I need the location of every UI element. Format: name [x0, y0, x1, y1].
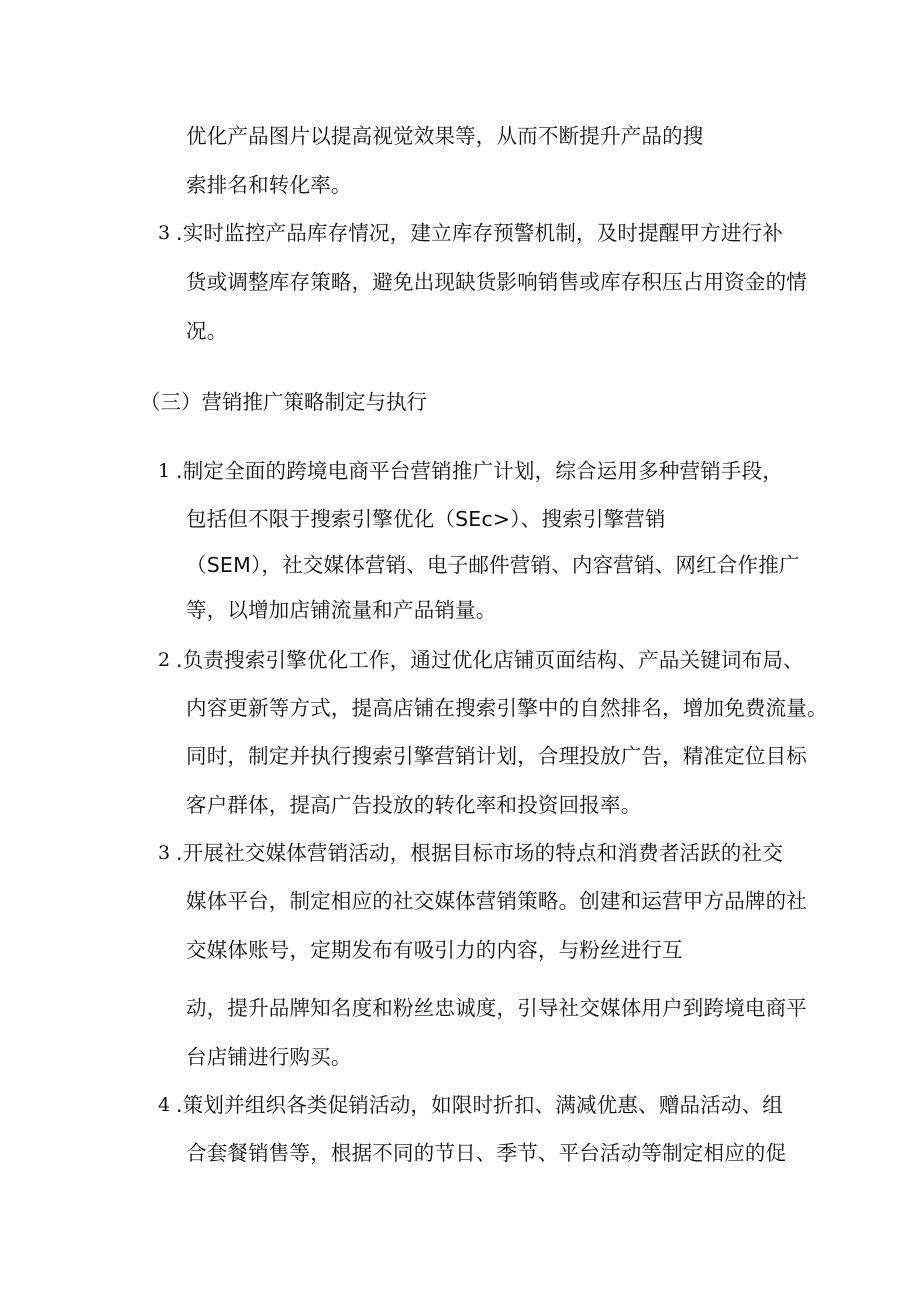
- paragraph-line: 合套餐销售等，根据不同的节日、季节、平台活动等制定相应的促: [186, 1141, 787, 1165]
- paragraph-line: 内容更新等方式，提高店铺在搜索引擎中的自然排名，增加免费流量。: [186, 696, 828, 720]
- list-number: 3: [158, 842, 171, 864]
- paragraph-line: 客户群体，提高广告投放的转化率和投资回报率。: [186, 793, 642, 817]
- list-number: 2: [158, 649, 171, 671]
- paragraph-line: 优化产品图片以提高视觉效果等，从而不断提升产品的搜: [186, 124, 704, 148]
- paragraph-line: 交媒体账号，定期发布有吸引力的内容，与粉丝进行互: [186, 938, 683, 962]
- paragraph-line: .负责搜索引擎优化工作，通过优化店铺页面结构、产品关键词布局、: [176, 648, 804, 672]
- paragraph-line: 同时，制定并执行搜索引擎营销计划，合理投放广告，精准定位目标: [186, 744, 807, 768]
- paragraph-line: （SEM），社交媒体营销、电子邮件营销、内容营销、网红合作推广: [186, 553, 800, 577]
- paragraph-line: 动，提升品牌知名度和粉丝忠诚度，引导社交媒体用户到跨境电商平: [186, 996, 807, 1020]
- paragraph-line: 货或调整库存策略，避免出现缺货影响销售或库存积压占用资金的情: [186, 270, 807, 294]
- paragraph-line: 包括但不限于搜索引擎优化（SEc>）、搜索引擎营销: [186, 507, 666, 531]
- paragraph-line: .制定全面的跨境电商平台营销推广计划，综合运用多种营销手段，: [176, 459, 784, 483]
- paragraph-line: 况。: [186, 319, 228, 343]
- paragraph-line: 索排名和转化率。: [186, 173, 352, 197]
- paragraph-line: 等，以增加店铺流量和产品销量。: [186, 598, 497, 622]
- section-heading: （三）营销推广策略制定与执行: [140, 390, 427, 414]
- list-number: 1: [158, 460, 171, 482]
- list-number: 4: [158, 1094, 171, 1116]
- paragraph-line: .策划并组织各类促销活动，如限时折扣、满减优惠、赠品活动、组: [176, 1093, 784, 1117]
- paragraph-line: 台店铺进行购买。: [186, 1045, 352, 1069]
- paragraph-line: 媒体平台，制定相应的社交媒体营销策略。创建和运营甲方品牌的社: [186, 889, 807, 913]
- paragraph-line: .开展社交媒体营销活动，根据目标市场的特点和消费者活跃的社交: [176, 841, 784, 865]
- list-number: 3: [158, 222, 171, 244]
- paragraph-line: .实时监控产品库存情况，建立库存预警机制，及时提醒甲方进行补: [176, 221, 784, 245]
